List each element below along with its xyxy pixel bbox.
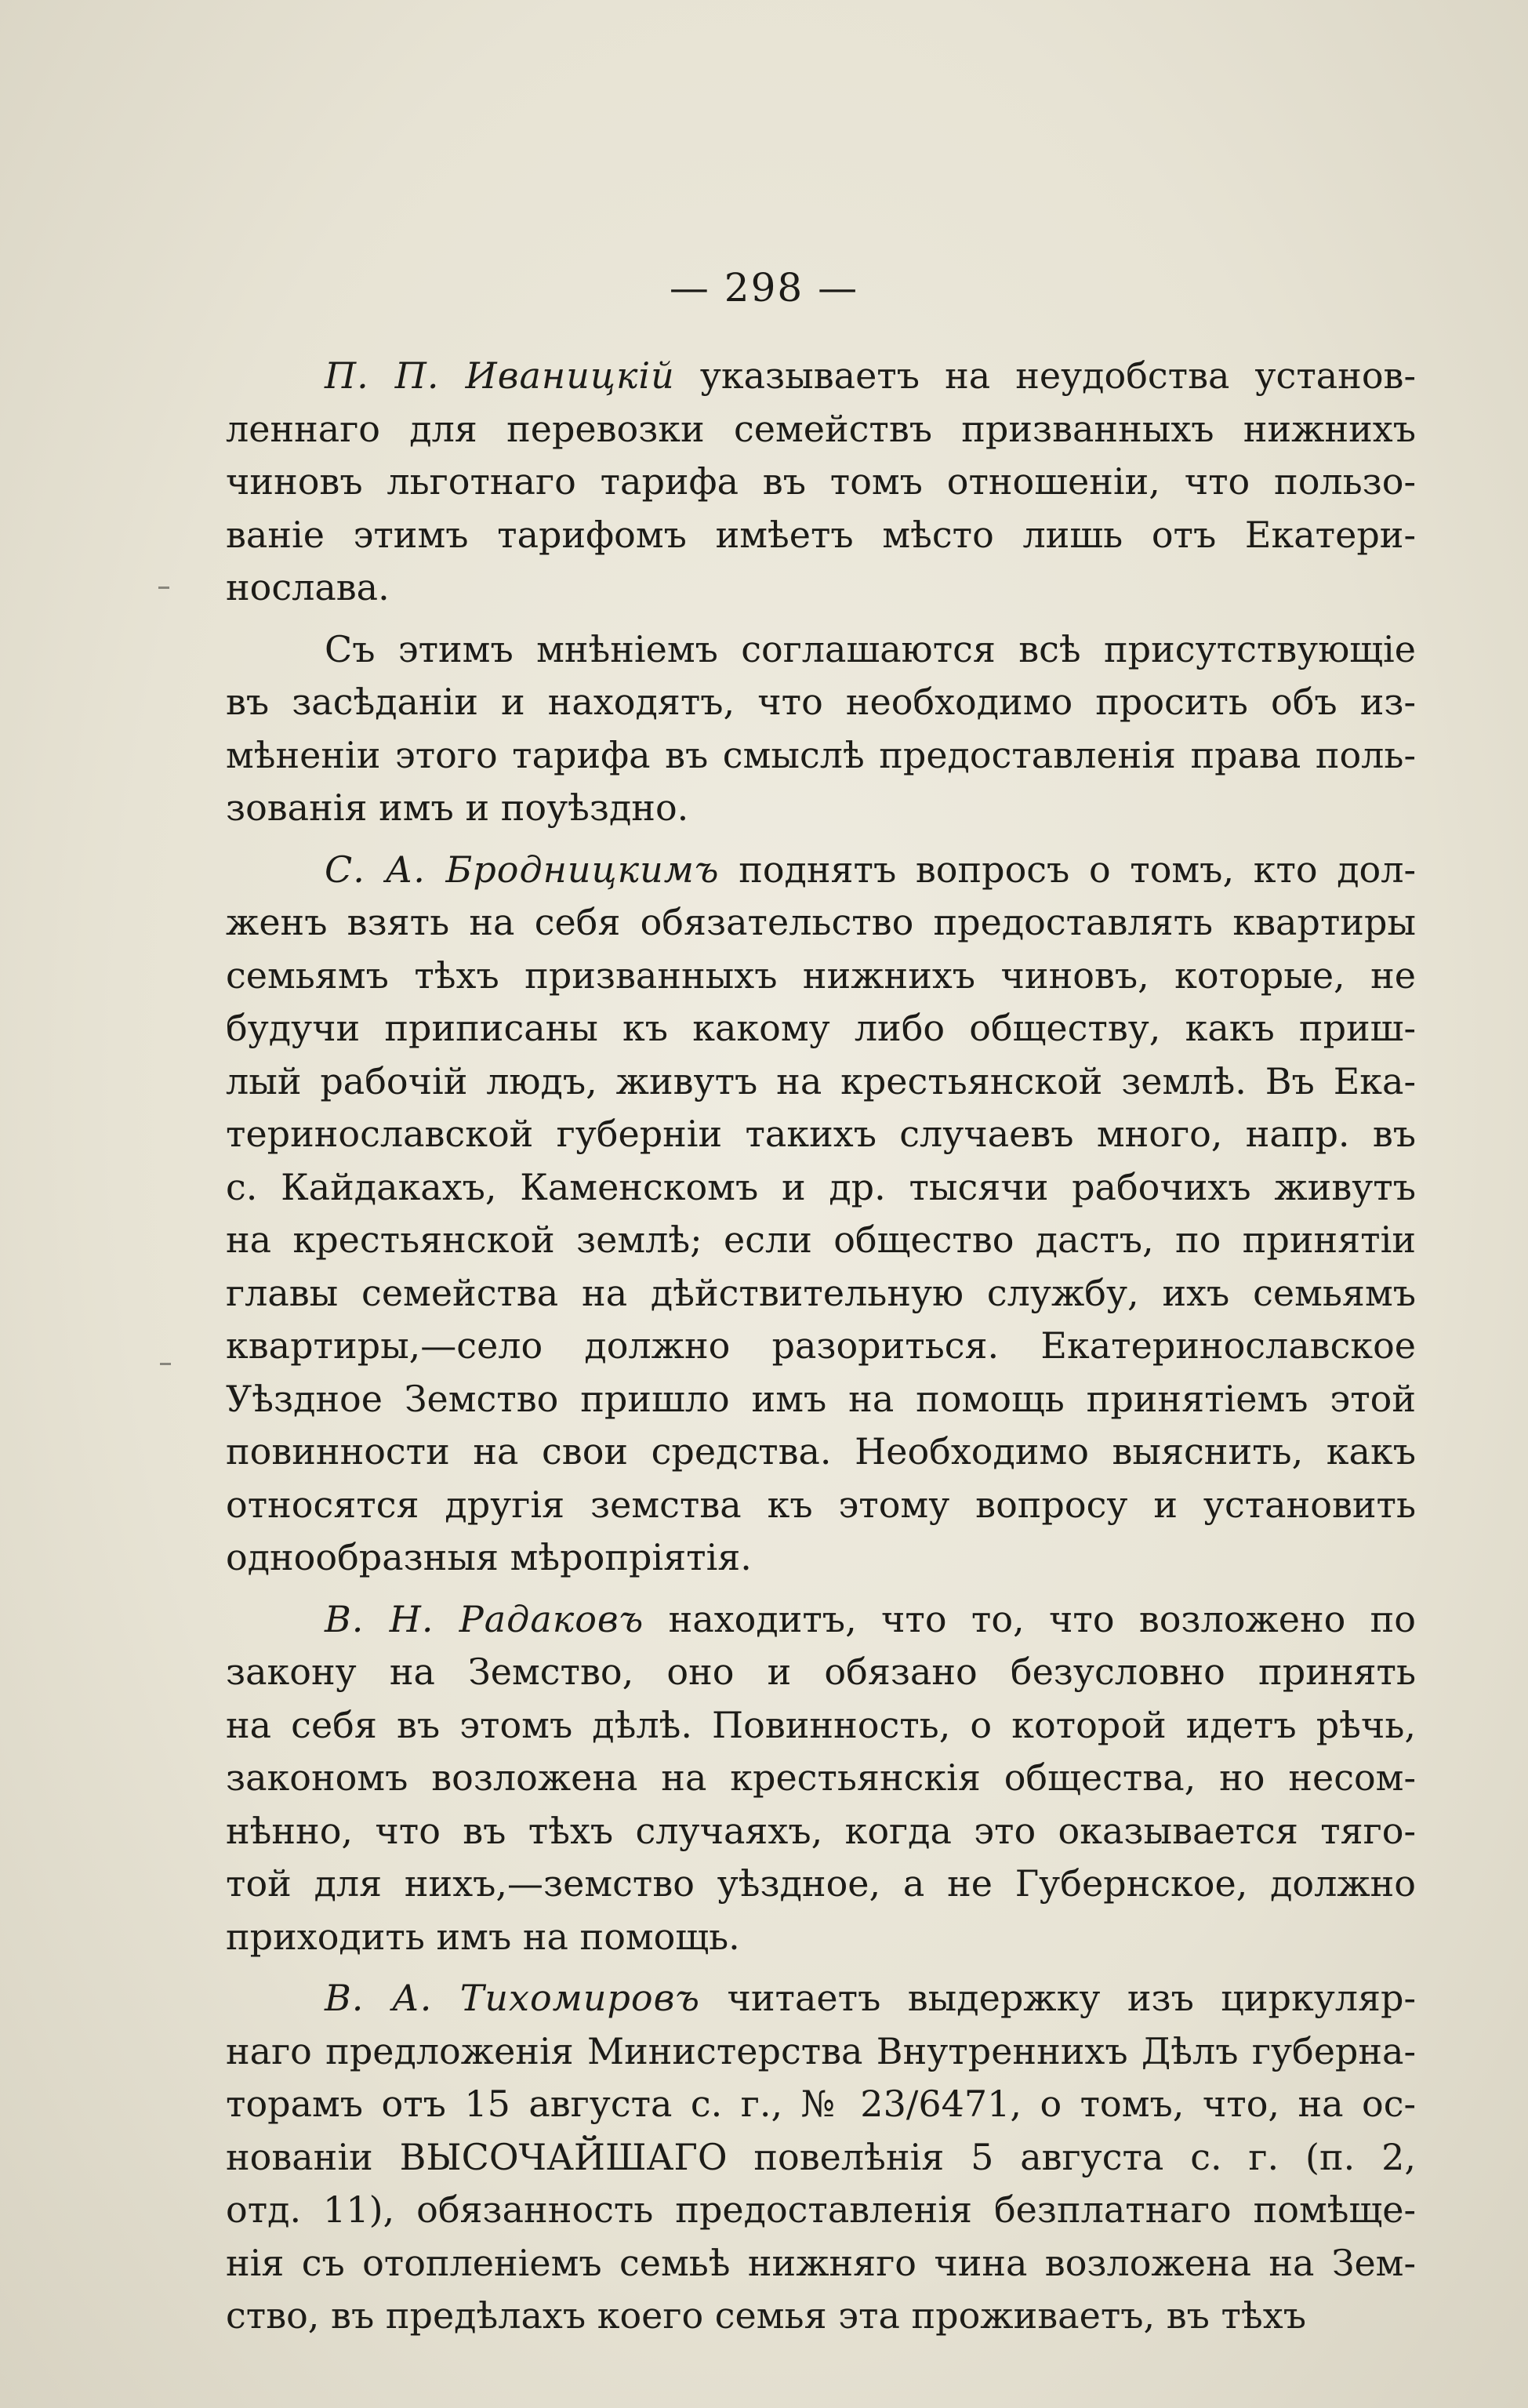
text-line (226, 561, 1416, 615)
line-text: приходить имъ на помощь. (226, 1915, 740, 1958)
line-text: на себя въ этомъ дѣлѣ. Повинность, о которой идетъ рѣчь, (226, 1703, 1416, 1746)
paragraph (226, 844, 1416, 1585)
line-text: Уѣздное Земство пришло имъ на помощь принятіемъ этой (226, 1377, 1416, 1420)
text-line (226, 1911, 1416, 1964)
line-text: поднятъ вопросъ о томъ, кто дол- (719, 848, 1417, 891)
text-line (226, 2237, 1416, 2290)
text-line (226, 2078, 1416, 2131)
text-line (226, 676, 1416, 729)
text-line (226, 403, 1416, 456)
text-line (226, 1646, 1416, 1699)
paragraph (226, 623, 1416, 835)
page-number: — 298 — (669, 265, 859, 311)
text-line (226, 1972, 1416, 2025)
line-text: теринославской губерніи такихъ случаевъ много, напр. въ (226, 1113, 1416, 1155)
line-text: находитъ, что то, что возложено по (644, 1597, 1416, 1640)
line-text: лый рабочій людъ, живутъ на крестьянской землѣ. Въ Ека- (226, 1059, 1416, 1102)
text-line (226, 1858, 1416, 1911)
text-line (226, 2131, 1416, 2185)
text-line (226, 456, 1416, 509)
line-text: наго предложенія Министерства Внутреннихъ Дѣлъ губерна- (226, 2029, 1416, 2072)
speaker-name: В. Н. Радаковъ (325, 1597, 644, 1640)
line-text: квартиры,—село должно разориться. Екатеринославское (226, 1324, 1416, 1367)
text-line (226, 950, 1416, 1003)
text-line (226, 844, 1416, 897)
text-line (226, 896, 1416, 950)
text-line (226, 1479, 1416, 1532)
paragraph (226, 350, 1416, 615)
text-line (226, 782, 1416, 835)
paragraph (226, 1593, 1416, 1964)
line-text: нослава. (226, 566, 390, 608)
speaker-name: В. А. Тихомировъ (325, 1977, 701, 2019)
text-line (226, 1267, 1416, 1320)
text-line (226, 350, 1416, 403)
margin-mark (160, 1363, 171, 1365)
line-text: нѣнно, что въ тѣхъ случаяхъ, когда это оказывается тяго- (226, 1809, 1416, 1852)
body-text (226, 350, 1416, 2352)
line-text: однообразныя мѣропріятія. (226, 1536, 752, 1578)
line-text: ство, въ предѣлахъ коего семья эта проживаетъ, въ тѣхъ (226, 2294, 1306, 2337)
line-text: мѣненіи этого тарифа въ смыслѣ предоставленія права поль- (226, 733, 1416, 776)
line-text: Съ этимъ мнѣніемъ соглашаются всѣ присутствующіе (325, 627, 1416, 670)
speaker-name: П. П. Иваницкій (325, 354, 675, 397)
text-line (226, 1320, 1416, 1373)
text-line (226, 1002, 1416, 1055)
text-line (226, 1214, 1416, 1267)
line-text: леннаго для перевозки семействъ призванныхъ нижнихъ (226, 407, 1416, 450)
text-line (226, 509, 1416, 562)
text-line (226, 1373, 1416, 1426)
line-text: повинности на свои средства. Необходимо выяснить, какъ (226, 1430, 1416, 1473)
line-text: отд. 11), обязанность предоставленія безплатнаго помѣще- (226, 2188, 1416, 2231)
text-line (226, 1161, 1416, 1215)
line-text: с. Кайдакахъ, Каменскомъ и др. тысячи рабочихъ живутъ (226, 1165, 1416, 1208)
text-line (226, 623, 1416, 677)
text-line (226, 2290, 1416, 2343)
text-line (226, 1531, 1416, 1585)
line-text: нованіи ВЫСОЧАЙШАГО повелѣнія 5 августа с. г. (п. 2, (226, 2135, 1416, 2178)
line-text: женъ взять на себя обязательство предоставлять квартиры (226, 901, 1416, 943)
line-text: читаетъ выдержку изъ циркуляр- (700, 1977, 1416, 2019)
line-text: той для нихъ,—земство уѣздное, а не Губернское, должно (226, 1862, 1416, 1905)
line-text: на крестьянской землѣ; если общество дастъ, по принятіи (226, 1219, 1416, 1261)
text-line (226, 2184, 1416, 2237)
text-line (226, 1426, 1416, 1479)
text-line (226, 1055, 1416, 1109)
text-line (226, 2025, 1416, 2079)
line-text: нія съ отопленіемъ семьѣ нижняго чина возложена на Зем- (226, 2241, 1416, 2284)
text-line (226, 1752, 1416, 1805)
line-text: закономъ возложена на крестьянскія общества, но несом- (226, 1756, 1416, 1799)
line-text: относятся другія земства къ этому вопросу и установить (226, 1483, 1416, 1526)
line-text: въ засѣданіи и находятъ, что необходимо просить объ из- (226, 681, 1416, 723)
line-text: семьямъ тѣхъ призванныхъ нижнихъ чиновъ, которые, не (226, 953, 1416, 997)
line-text: указываетъ на неудобства установ- (674, 354, 1416, 397)
line-text: главы семейства на дѣйствительную службу, ихъ семьямъ (226, 1271, 1416, 1314)
line-text: зованія имъ и поуѣздно. (226, 786, 689, 829)
line-text: будучи приписаны къ какому либо обществу, какъ приш- (226, 1007, 1416, 1049)
text-line (226, 1805, 1416, 1858)
text-line (226, 1699, 1416, 1752)
line-text: чиновъ льготнаго тарифа въ томъ отношеніи, что пользо- (226, 460, 1416, 503)
line-text: закону на Земство, оно и обязано безусловно принять (226, 1651, 1416, 1693)
speaker-name: С. А. Бродницкимъ (325, 848, 720, 891)
line-text: торамъ отъ 15 августа с. г., № 23/6471, о томъ, что, на ос- (226, 2083, 1416, 2125)
text-line (226, 1593, 1416, 1647)
text-line (226, 1108, 1416, 1161)
margin-mark (158, 587, 169, 589)
text-line (226, 729, 1416, 783)
paragraph (226, 1972, 1416, 2343)
line-text: ваніе этимъ тарифомъ имѣетъ мѣсто лишь отъ Екатери- (226, 513, 1416, 556)
